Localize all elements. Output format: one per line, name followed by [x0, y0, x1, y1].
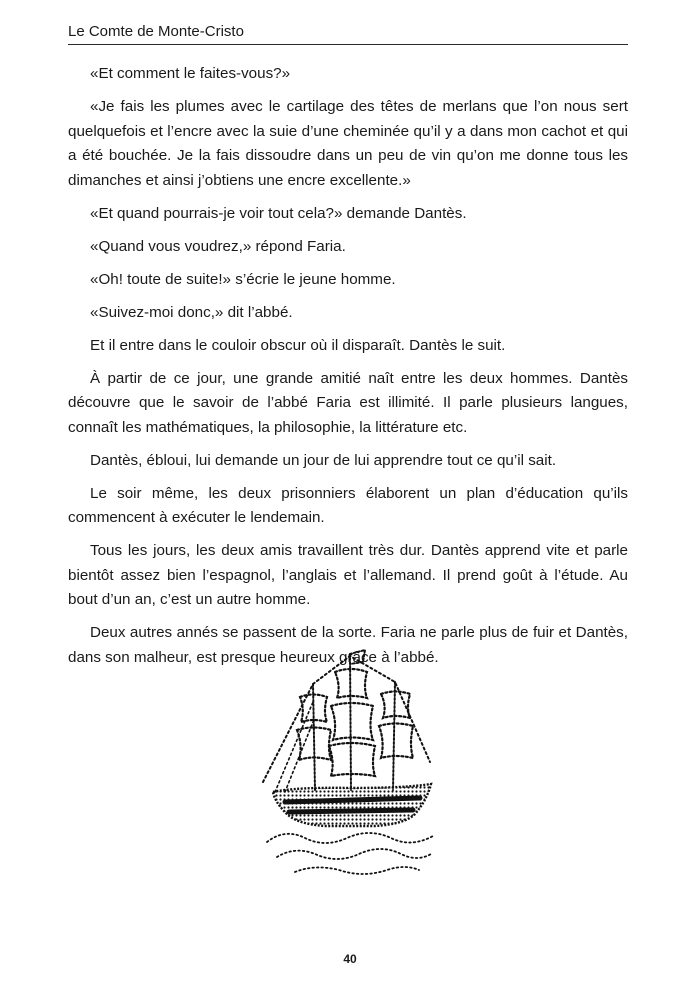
paragraph: Le soir même, les deux prisonniers élaborent un plan d’éducation qu’ils commencent à exécuter le lendemain.: [68, 484, 628, 526]
book-title: Le Comte de Monte-Cristo: [68, 23, 244, 40]
paragraph: Deux autres annés se passent de la sorte. Faria ne parle plus de fuir et Dantès, dans son malheur, est presque heureux grâce à l’abbé.: [68, 624, 628, 666]
paragraph: À partir de ce jour, une grande amitié naît entre les deux hommes. Dantès découvre que le savoir de l’abbé Faria est illimité. Il parle plusieurs langues, connaît les mathématiques, la philosophie, la littérature etc.: [68, 369, 628, 436]
sailing-ship-illustration: [255, 642, 445, 887]
paragraph: «Je fais les plumes avec le cartilage des têtes de merlans que l’on nous sert quelquefois et l’encre avec la suie d’une cheminée qu’il y a dans mon cachot et qui a été bouchée. Je la fais dissoudre dans un peu de vin qu’on me donne tous les dimanches et ainsi j’obtiens une encre excellente.»: [68, 98, 628, 189]
body-text: [68, 62, 628, 679]
paragraph: Et il entre dans le couloir obscur où il disparaît. Dantès le suit.: [90, 336, 506, 354]
paragraph: «Quand vous voudrez,» répond Faria.: [90, 237, 346, 255]
paragraph: «Suivez-moi donc,» dit l’abbé.: [90, 303, 293, 321]
paragraph: «Oh! toute de suite!» s’écrie le jeune homme.: [90, 270, 396, 288]
paragraph: Tous les jours, les deux amis travaillent très dur. Dantès apprend vite et parle bientôt assez bien l’espagnol, l’anglais et l’allemand. Il prend goût à l’étude. Au bout d’un an, c’est un autre homme.: [68, 542, 628, 608]
paragraph: «Et comment le faites-vous?»: [90, 65, 291, 82]
paragraph: «Et quand pourrais-je voir tout cela?» demande Dantès.: [90, 204, 467, 222]
paragraph: Dantès, ébloui, lui demande un jour de lui apprendre tout ce qu’il sait.: [90, 451, 557, 469]
running-header: [68, 22, 628, 45]
page-number: 40: [343, 952, 357, 966]
